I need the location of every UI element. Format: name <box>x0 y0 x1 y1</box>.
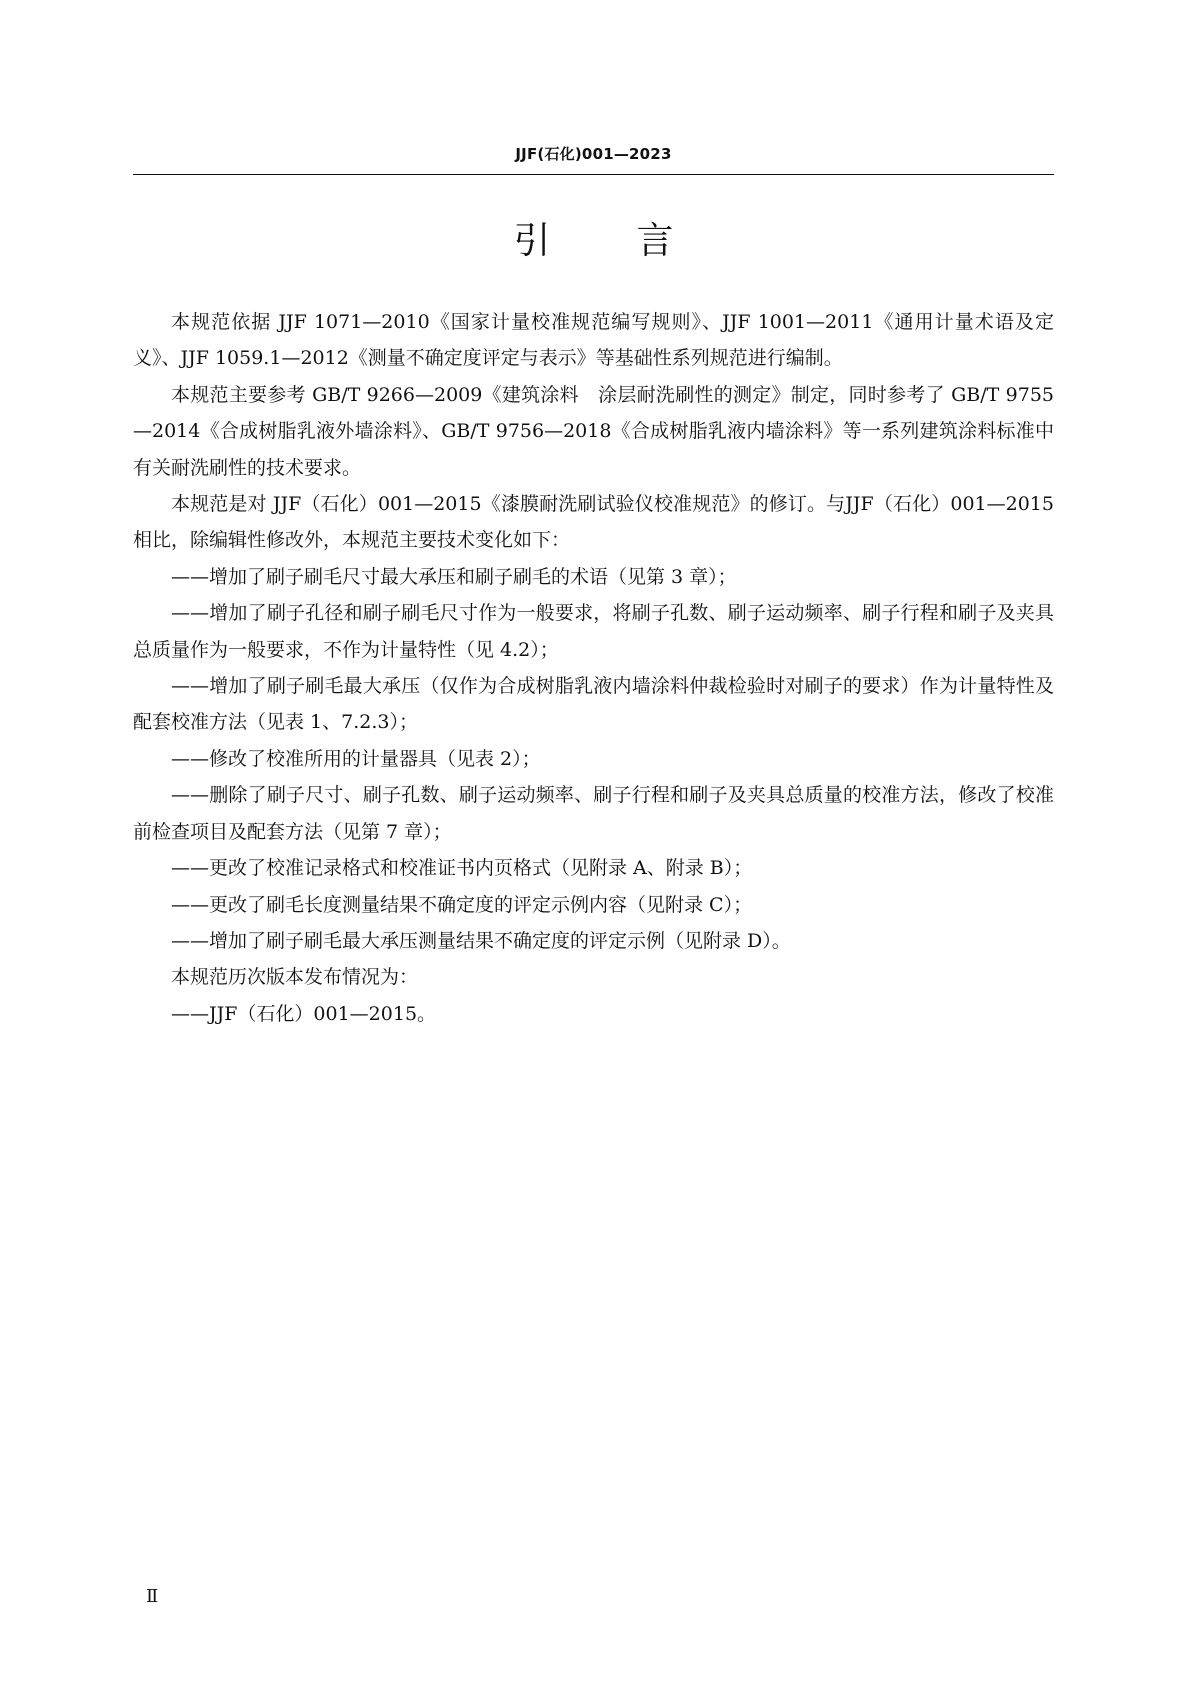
header-rule <box>133 174 1054 175</box>
paragraph: 本规范历次版本发布情况为： <box>171 966 419 989</box>
page-number: Ⅱ <box>146 1586 159 1607</box>
list-item: ——删除了刷子尺寸、刷子孔数、刷子运动频率、刷子行程和刷子及夹具总质量的校准方法，修改了校准前检查项目及配套方法（见第 7 章）； <box>133 784 1054 843</box>
paragraph: 本规范主要参考 GB/T 9266—2009《建筑涂料 涂层耐洗刷性的测定》制定，同时参考了 GB/T 9755—2014《合成树脂乳液外墙涂料》、GB/T 9756—2018《合成树脂乳液内墙涂料》等一系列建筑涂料标准中有关耐洗刷性的技术要求。 <box>133 383 1054 479</box>
body-text <box>133 304 1054 1032</box>
list-item: ——增加了刷子刷毛最大承压（仅作为合成树脂乳液内墙涂料仲裁检验时对刷子的要求）作为计量特性及配套校准方法（见表 1、7.2.3）； <box>133 675 1054 734</box>
list-item: ——增加了刷子孔径和刷子刷毛尺寸作为一般要求，将刷子孔数、刷子运动频率、刷子行程和刷子及夹具总质量作为一般要求，不作为计量特性（见 4.2）； <box>133 602 1054 661</box>
list-item: ——增加了刷子刷毛尺寸最大承压和刷子刷毛的术语（见第 3 章）； <box>171 565 737 588</box>
running-header: JJF(石化)001—2023 <box>515 145 672 163</box>
list-item: ——更改了校准记录格式和校准证书内页格式（见附录 A、附录 B）； <box>171 857 753 880</box>
section-title: 引言 <box>513 219 760 262</box>
paragraph: 本规范是对 JJF（石化）001—2015《漆膜耐洗刷试验仪校准规范》的修订。与JJF（石化）001—2015 相比，除编辑性修改外，本规范主要技术变化如下： <box>133 493 1054 552</box>
list-item: ——修改了校准所用的计量器具（见表 2）； <box>171 747 541 770</box>
paragraph: 本规范依据 JJF 1071—2010《国家计量校准规范编写规则》、JJF 1001—2011《通用计量术语及定义》、JJF 1059.1—2012《测量不确定度评定与表示》等基础性系列规范进行编制。 <box>133 311 1054 370</box>
list-item: ——JJF（石化）001—2015。 <box>171 1002 437 1025</box>
list-item: ——增加了刷子刷毛最大承压测量结果不确定度的评定示例（见附录 D）。 <box>171 929 791 952</box>
list-item: ——更改了刷毛长度测量结果不确定度的评定示例内容（见附录 C）； <box>171 893 753 916</box>
